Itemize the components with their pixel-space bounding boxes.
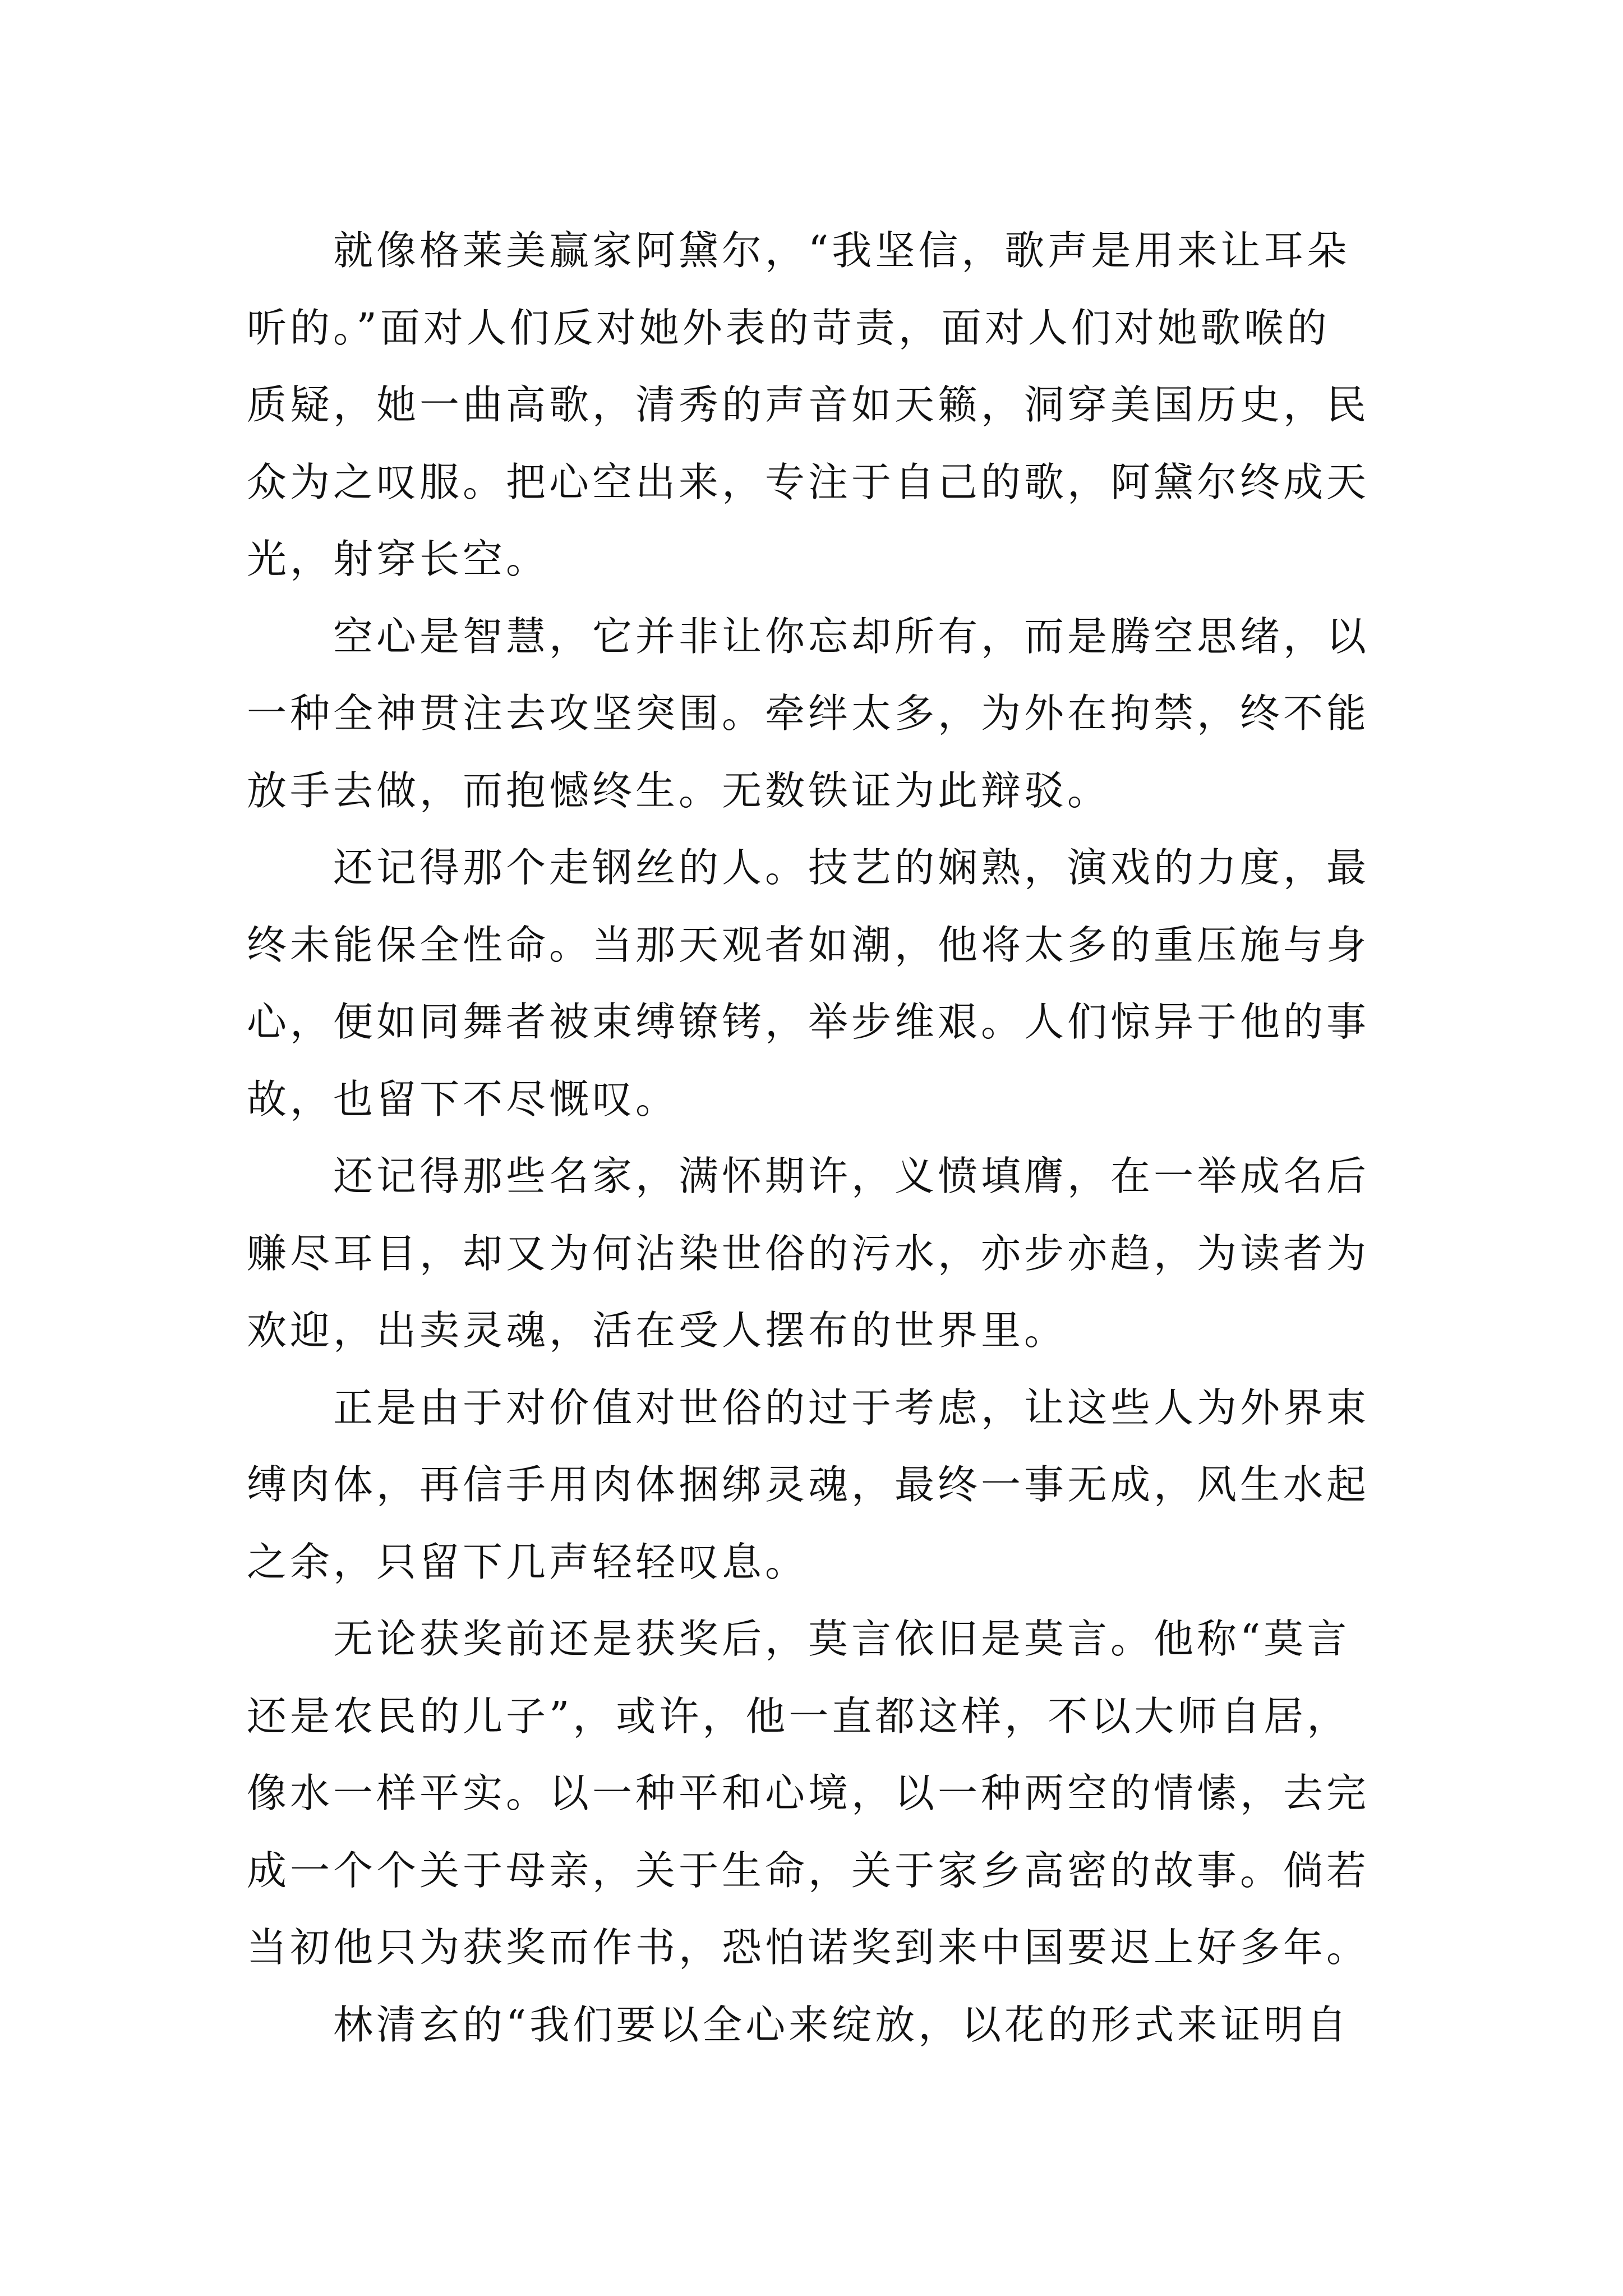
text-line: 还是农民的儿子”，或许，他一直都这样，不以大师自居， [247,1692,1350,1740]
text-line: 质疑，她一曲高歌，清秀的声音如天籁，洞穿美国历史，民 [247,381,1370,428]
paragraph-tightrope-walker [247,829,1391,1138]
text-line: 空心是智慧，它并非让你忘却所有，而是腾空思绪，以 [247,613,1370,660]
text-line: 像水一样平实。以一种平和心境，以一种两空的情愫，去完 [247,1770,1370,1816]
text-line: 成一个个关于母亲，关于生命，关于家乡高密的故事。倘若 [247,1847,1370,1894]
text-line: 故，也留下不尽慨叹。 [247,1075,679,1122]
text-line: 放手去做，而抱憾终生。无数铁证为此辩驳。 [247,767,1111,814]
text-line: 光，射穿长空。 [247,536,550,582]
paragraph-adele [247,212,1391,598]
text-line: 之余，只留下几声轻轻叹息。 [247,1538,809,1585]
paragraph-lin-qingxuan [247,1986,1391,2064]
text-line: 无论获奖前还是获奖后，莫言依旧是莫言。他称“莫言 [247,1616,1350,1662]
text-line: 心，便如同舞者被束缚镣铐，举步维艰。人们惊异于他的事 [247,999,1370,1045]
text-line: 一种全神贯注去攻坚突围。牵绊太多，为外在拘禁，终不能 [247,690,1370,737]
paragraph-famous-writers [247,1138,1391,1369]
text-line: 还记得那些名家，满怀期许，义愤填膺，在一举成名后 [247,1153,1370,1199]
text-line: 正是由于对价值对世俗的过于考虑，让这些人为外界束 [247,1384,1370,1431]
text-line: 欢迎，出卖灵魂，活在受人摆布的世界里。 [247,1307,1068,1354]
paragraph-mo-yan [247,1600,1391,1986]
text-line: 缚肉体，再信手用肉体捆绑灵魂，最终一事无成，风生水起 [247,1461,1370,1508]
paragraph-empty-mind [247,598,1391,830]
body-text [247,212,1391,2063]
text-line: 还记得那个走钢丝的人。技艺的娴熟，演戏的力度，最 [247,844,1370,891]
text-line: 林清玄的“我们要以全心来绽放，以花的形式来证明自 [247,2001,1350,2048]
paragraph-worldly-values [247,1369,1391,1601]
text-line: 众为之叹服。把心空出来，专注于自己的歌，阿黛尔终成天 [247,458,1370,505]
text-line: 听的。”面对人们反对她外表的苛责，面对人们对她歌喉的 [247,304,1330,351]
text-line: 当初他只为获奖而作书，恐怕诺奖到来中国要迟上好多年。 [247,1924,1370,1971]
text-line: 赚尽耳目，却又为何沾染世俗的污水，亦步亦趋，为读者为 [247,1230,1370,1277]
text-line: 就像格莱美赢家阿黛尔，“我坚信，歌声是用来让耳朵 [247,227,1350,274]
text-line: 终未能保全性命。当那天观者如潮，他将太多的重压施与身 [247,921,1370,968]
